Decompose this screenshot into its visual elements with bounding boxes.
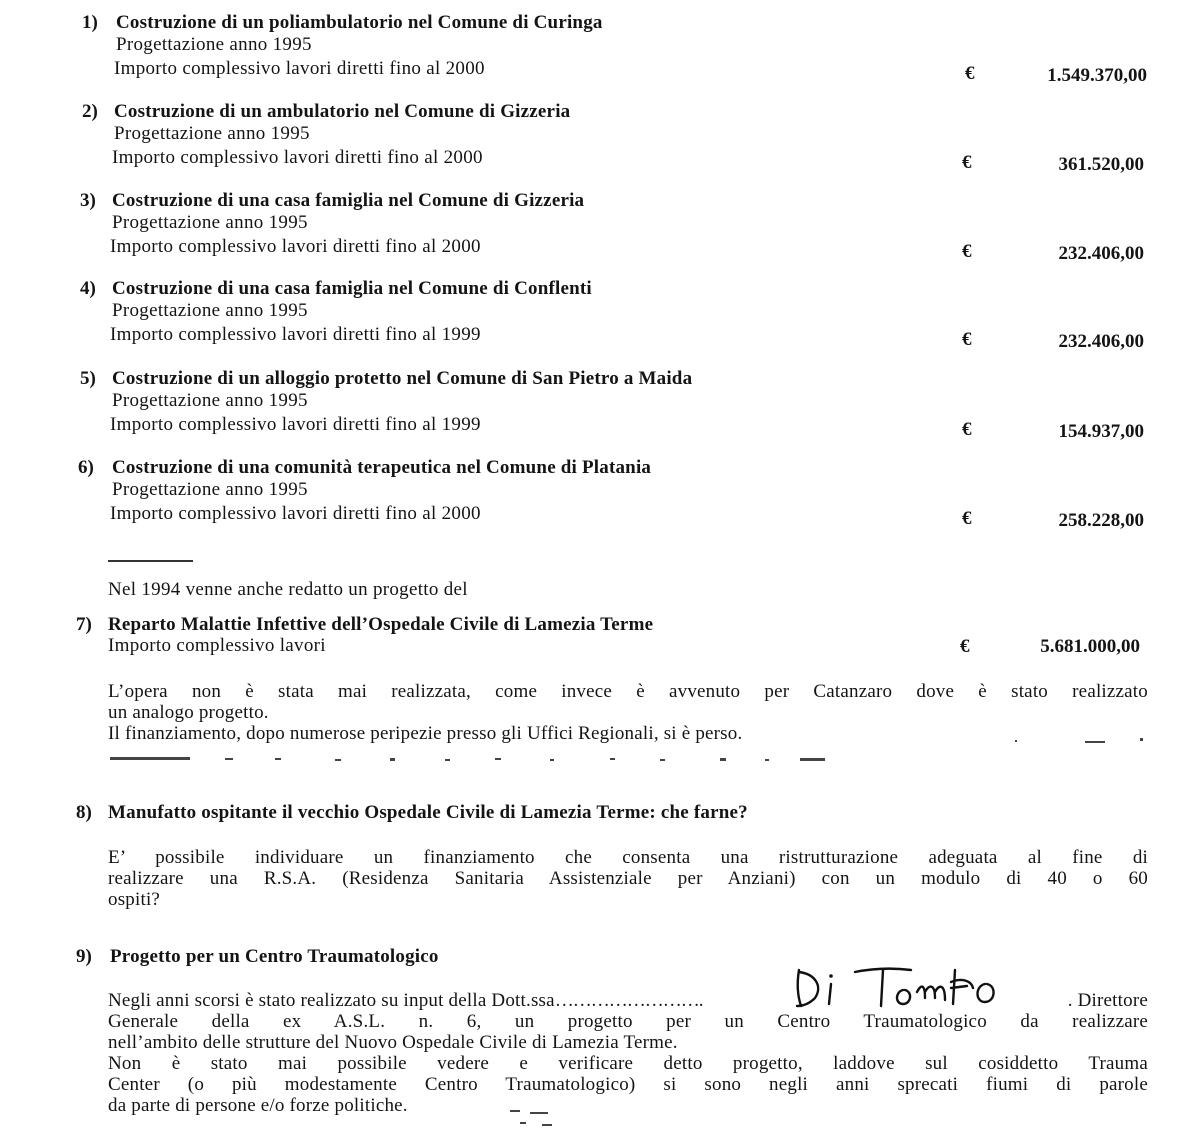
item3-amount: 232.406,00 <box>1058 243 1144 264</box>
item5-currency: € <box>962 419 972 440</box>
scan-dash-mark <box>108 560 193 562</box>
item6-number: 6) <box>78 457 94 478</box>
item1-currency: € <box>965 63 975 84</box>
item8-paragraph-line3: ospiti? <box>108 889 161 910</box>
item4-design-line: Progettazione anno 1995 <box>112 300 308 321</box>
item3-currency: € <box>962 241 972 262</box>
handwritten-name-signature <box>785 962 1025 1012</box>
item9-paragraph-line3: nell’ambito delle strutture del Nuovo Ospedale Civile di Lamezia Terme. <box>108 1032 678 1053</box>
item8-number: 8) <box>76 802 92 823</box>
item1-amount-line: Importo complessivo lavori diretti fino al 2000 <box>114 58 485 79</box>
item8-title: Manufatto ospitante il vecchio Ospedale Civile di Lamezia Terme: che farne? <box>108 802 748 823</box>
item4-amount: 232.406,00 <box>1058 331 1144 352</box>
item9-paragraph-line6: da parte di persone e/o forze politiche. <box>108 1095 408 1116</box>
item5-number: 5) <box>80 368 96 389</box>
item2-title: Costruzione di un ambulatorio nel Comune di Gizzeria <box>114 101 571 122</box>
item8-paragraph-line2: realizzare una R.S.A. (Residenza Sanitaria Assistenziale per Anziani) con un modulo di 40 o 60 <box>108 868 1148 889</box>
item2-number: 2) <box>82 101 98 122</box>
item9-number: 9) <box>76 946 92 967</box>
item6-amount-line: Importo complessivo lavori diretti fino al 2000 <box>110 503 481 524</box>
item9-line1-before: Negli anni scorsi è stato realizzato su input della Dott.ssa <box>108 990 555 1011</box>
item1-title: Costruzione di un poliambulatorio nel Comune di Curinga <box>116 12 603 33</box>
item1-design-line: Progettazione anno 1995 <box>116 34 312 55</box>
item7-title: Reparto Malattie Infettive dell’Ospedale Civile di Lamezia Terme <box>108 614 654 635</box>
item7-currency: € <box>960 636 970 657</box>
item2-design-line: Progettazione anno 1995 <box>114 123 310 144</box>
item1-amount: 1.549.370,00 <box>1047 65 1147 86</box>
item3-design-line: Progettazione anno 1995 <box>112 212 308 233</box>
item5-design-line: Progettazione anno 1995 <box>112 390 308 411</box>
item9-line1-after: . Direttore <box>1067 990 1148 1011</box>
item4-title: Costruzione di una casa famiglia nel Comune di Conflenti <box>112 278 592 299</box>
item6-currency: € <box>962 508 972 529</box>
item8-paragraph-line1: E’ possibile individuare un finanziamento che consenta una ristrutturazione adeguata al fine di <box>108 847 1148 868</box>
scan-noise-marks <box>100 730 1160 772</box>
item5-amount-line: Importo complessivo lavori diretti fino al 1999 <box>110 414 481 435</box>
item5-title: Costruzione di un alloggio protetto nel Comune di San Pietro a Maida <box>112 368 693 389</box>
item4-amount-line: Importo complessivo lavori diretti fino al 1999 <box>110 324 481 345</box>
item3-amount-line: Importo complessivo lavori diretti fino al 2000 <box>110 236 481 257</box>
item7-amount: 5.681.000,00 <box>1040 636 1140 657</box>
item4-currency: € <box>962 329 972 350</box>
item9-paragraph-line4: Non è stato mai possibile vedere e verificare detto progetto, laddove sul cosiddetto Trauma <box>108 1053 1148 1074</box>
item7-number: 7) <box>76 614 92 635</box>
item3-title: Costruzione di una casa famiglia nel Comune di Gizzeria <box>112 190 585 211</box>
item2-amount-line: Importo complessivo lavori diretti fino al 2000 <box>112 147 483 168</box>
item9-line1-dots: ……………………. <box>554 990 703 1011</box>
item8-paragraph <box>108 847 1148 910</box>
item6-title: Costruzione di una comunità terapeutica nel Comune di Platania <box>112 457 652 478</box>
item9-paragraph-line5: Center (o più modestamente Centro Traumatologico) si sono negli anni sprecati fiumi di parole <box>108 1074 1148 1095</box>
item7-paragraph-line3: Il finanziamento, dopo numerose peripezie presso gli Uffici Regionali, si è perso. <box>108 723 743 744</box>
item7-paragraph-line2: un analogo progetto. <box>108 702 269 723</box>
item5-amount: 154.937,00 <box>1058 421 1144 442</box>
scan-noise-marks-bottom <box>480 1100 600 1130</box>
item9-title: Progetto per un Centro Traumatologico <box>110 946 439 967</box>
item1-number: 1) <box>82 12 98 33</box>
item3-number: 3) <box>80 190 96 211</box>
item2-currency: € <box>962 152 972 173</box>
intro-1994-text: Nel 1994 venne anche redatto un progetto del <box>108 579 468 600</box>
item6-amount: 258.228,00 <box>1058 510 1144 531</box>
item7-paragraph-line1: L’opera non è stata mai realizzata, come invece è avvenuto per Catanzaro dove è stato realizzato <box>108 681 1148 702</box>
item7-amount-line: Importo complessivo lavori <box>108 635 326 656</box>
item6-design-line: Progettazione anno 1995 <box>112 479 308 500</box>
item4-number: 4) <box>80 278 96 299</box>
item2-amount: 361.520,00 <box>1058 154 1144 175</box>
item9-paragraph-line2: Generale della ex A.S.L. n. 6, un progetto per un Centro Traumatologico da realizzare <box>108 1011 1148 1032</box>
